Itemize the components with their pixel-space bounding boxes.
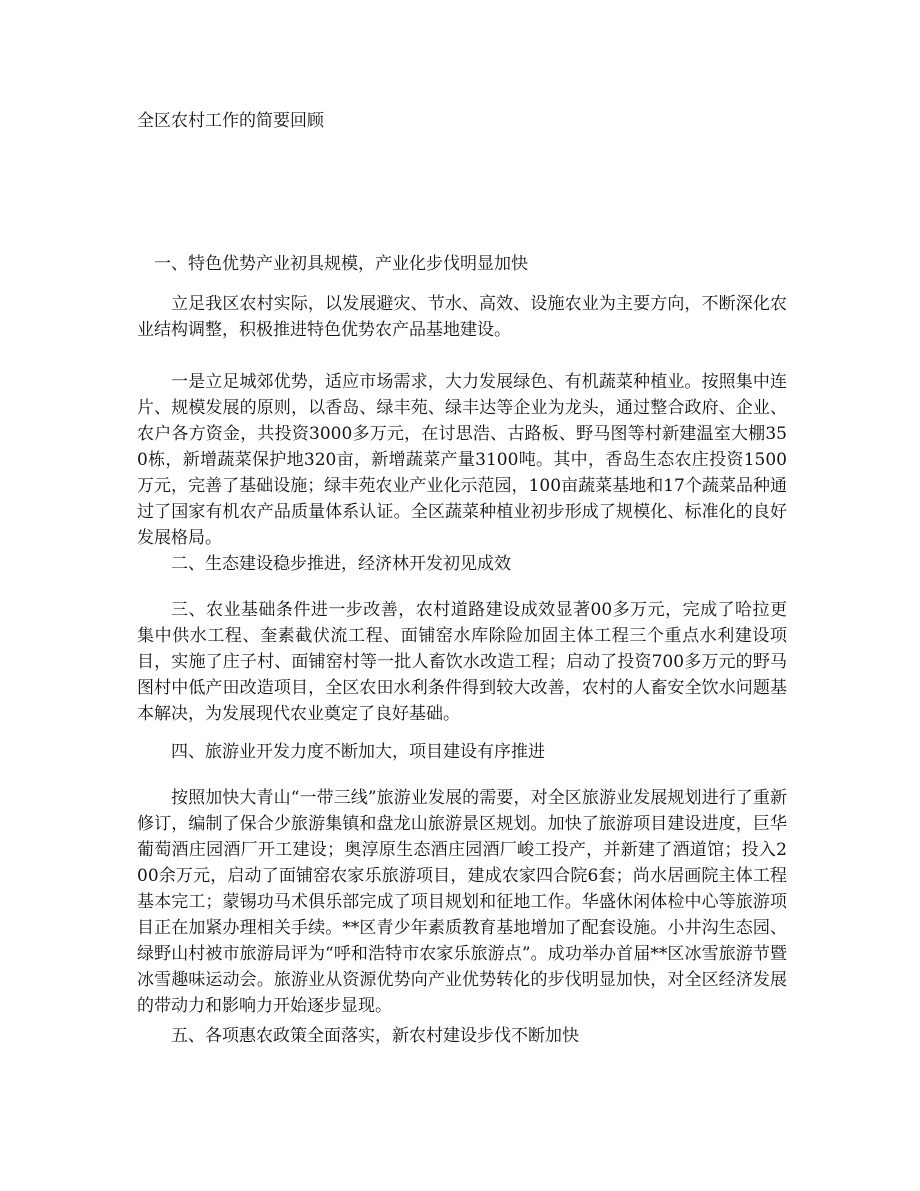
paragraph-3-1: 按照加快大青山“一带三线”旅游业发展的需要，对全区旅游业发展规划进行了重新修订，编制了保合少旅游集镇和盘龙山旅游景区规划。加快了旅游项目建设进度，巨华葡萄酒庄园酒厂开工建设；奥淳原生态酒庄园酒厂峻工投产，并新建了酒道馆；投入200余万元，启动了面铺窑农家乐旅游项目，建成农家四合院6套；尚水居画院主体工程基本完工；蒙锡功马术俱乐部完成了项目规划和征地工作。华盛休闲体检中心等旅游项目正在加紧办理相关手续。**区青少年素质教育基地增加了配套设施。小井沟生态园、绿野山村被市旅游局评为“呼和浩特市农家乐旅游点”。成功举办首届**区冰雪旅游节暨冰雪趣味运动会。旅游业从资源优势向产业优势转化的步伐明显加快，对全区经济发展的带动力和影响力开始逐步显现。 [137,788,787,1016]
paragraph-2-1: 三、农业基础条件进一步改善，农村道路建设成效显著00多万元，完成了哈拉更集中供水工程、奎素截伏流工程、面铺窑水库除险加固主体工程三个重点水利建设项目，实施了庄子村、面铺窑村等一批人畜饮水改造工程；启动了投资700多万元的野马图村中低产田改造项目，全区农田水利条件得到较大改善，农村的人畜安全饮水问题基本解决，为发展现代农业奠定了良好基础。 [137,600,787,724]
section-heading-4: 五、各项惠农政策全面落实，新农村建设步伐不断加快 [171,1026,579,1046]
document-title: 全区农村工作的简要回顾 [137,111,324,131]
paragraph-1-1: 立足我区农村实际，以发展避灾、节水、高效、设施农业为主要方向，不断深化农业结构调整，积极推进特色优势农产品基地建设。 [137,294,787,340]
section-heading-2: 二、生态建设稳步推进，经济林开发初见成效 [171,554,511,574]
section-heading-3: 四、旅游业开发力度不断加大，项目建设有序推进 [171,742,545,762]
paragraph-1-2: 一是立足城郊优势，适应市场需求，大力发展绿色、有机蔬菜种植业。按照集中连片、规模发展的原则，以香岛、绿丰苑、绿丰达等企业为龙头，通过整合政府、企业、农户各方资金，共投资3000多万元，在讨思浩、古路板、野马图等村新建温室大棚350栋，新增蔬菜保护地320亩，新增蔬菜产量3100吨。其中，香岛生态农庄投资1500万元，完善了基础设施；绿丰苑农业产业化示范园，100亩蔬菜基地和17个蔬菜品种通过了国家有机农产品质量体系认证。全区蔬菜种植业初步形成了规模化、标准化的良好发展格局。 [137,372,787,548]
section-heading-1: 一、特色优势产业初具规模，产业化步伐明显加快 [137,254,528,274]
